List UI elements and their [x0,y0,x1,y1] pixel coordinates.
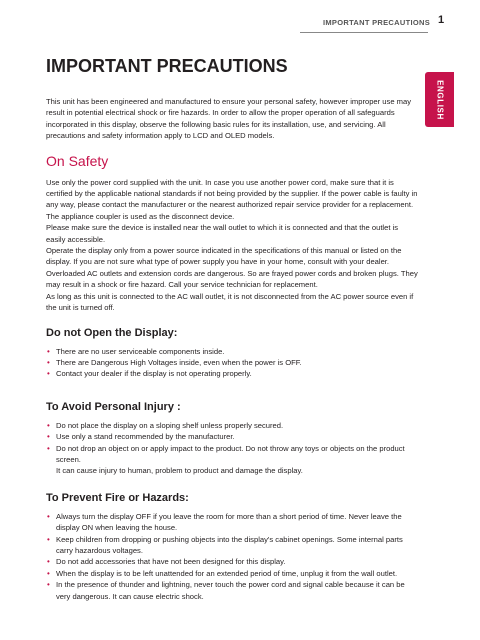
list-item [46,579,418,602]
list-item-text: There are Dangerous High Voltages inside, even when the power is OFF. [56,357,302,367]
intro-paragraph: This unit has been engineered and manufactured to ensure your personal safety, however improper use may result in potential electrical shock or fire hazards. In order to allow the proper operation of all safeguards incorporated in this display, observe the following basic rules for its installation, use, and servicing. All precautions and safety information apply to LCD and OLED models. [46,97,411,141]
safety-paragraph: Operate the display only from a power source indicated in the specifications of this manual or listed on the display. If you are not sure what type of power supply you have in your home, consult with your dealer. [46,246,402,267]
list-item-text: In the presence of thunder and lightning, never touch the power cord and signal cable because it can be very dangerous. It can cause electric shock. [56,580,405,601]
list-item [46,556,418,567]
bullet-icon: • [47,432,50,442]
page-title: IMPORTANT PRECAUTIONS [46,56,288,76]
safety-paragraph: The appliance coupler is used as the disconnect device. [46,211,235,221]
bullet-icon: • [47,511,50,521]
bullet-icon: • [47,369,50,379]
page-number: 1 [438,14,445,26]
list-item-text: Do not place the display on a sloping shelf unless properly secured. [56,420,284,430]
list-item-text: Do not add accessories that have not been designed for this display. [56,557,286,567]
list-item-text: Contact your dealer if the display is not operating properly. [56,369,252,379]
safety-paragraph: Use only the power cord supplied with the unit. In case you use another power cord, make sure that it is certified by the applicable national standards if not being provided by the supplier. If the power cable is faulty in any way, please contact the manufacturer or the nearest authorized repair service provider for a replacement. [46,177,418,210]
avoid-injury-section [46,400,418,477]
list-item [46,420,418,431]
prevent-fire-heading: To Prevent Fire or Hazards: [46,491,189,504]
list-item-text: Keep children from dropping or pushing objects into the display's cabinet openings. Some internal parts carry hazardous voltages. [56,534,403,555]
list-item-note [46,465,418,476]
bullet-icon: • [47,443,50,453]
list-item [46,357,418,368]
list-item-text: When the display is to be left unattended for an extended period of time, unplug it from the wall outlet. [56,568,398,578]
list-item-text: Use only a stand recommended by the manufacturer. [56,432,235,442]
list-item [46,346,418,357]
bullet-icon: • [47,568,50,578]
list-item-text: Do not drop an object on or apply impact to the product. Do not throw any toys or objects on the product screen. [56,443,405,464]
do-not-open-section [46,326,418,380]
list-item-text: There are no user serviceable components inside. [56,346,225,356]
avoid-injury-heading: To Avoid Personal Injury : [46,400,181,413]
list-item [46,368,418,379]
on-safety-heading: On Safety [46,152,109,169]
list-item [46,534,418,557]
safety-paragraph: Overloaded AC outlets and extension cords are dangerous. So are frayed power cords and broken plugs. They may result in a shock or fire hazard. Call your service technician for replacement. [46,268,418,290]
bullet-icon: • [47,357,50,367]
list-item [46,568,418,579]
list-item-text: Always turn the display OFF if you leave the room for more than a short period of time. Never leave the display ON when leaving the house. [56,511,402,533]
list-item [46,443,418,466]
list-item [46,511,418,534]
on-safety-body [46,177,418,314]
bullet-icon: • [47,534,50,544]
language-tab [425,72,454,127]
safety-paragraph: Please make sure the device is installed near the wall outlet to which it is connected and that the outlet is easily accessible. [46,223,399,244]
bullet-icon: • [47,420,50,430]
header-rule [300,32,428,33]
bullet-icon: • [47,580,50,590]
bullet-icon: • [47,346,50,356]
avoid-injury-list [46,420,418,477]
prevent-fire-section [46,491,418,602]
language-tab-label: ENGLISH [435,79,444,120]
note-text: It can cause injury to human, problem to product and damage the display. [56,466,303,476]
page-content [46,54,418,622]
bullet-icon: • [47,557,50,567]
safety-paragraph: As long as this unit is connected to the AC wall outlet, it is not disconnected from the AC power source even if the unit is turned off. [46,291,414,313]
do-not-open-list [46,346,418,380]
running-header: IMPORTANT PRECAUTIONS [323,18,430,27]
do-not-open-heading: Do not Open the Display: [46,326,178,339]
list-item [46,431,418,442]
prevent-fire-list [46,511,418,602]
